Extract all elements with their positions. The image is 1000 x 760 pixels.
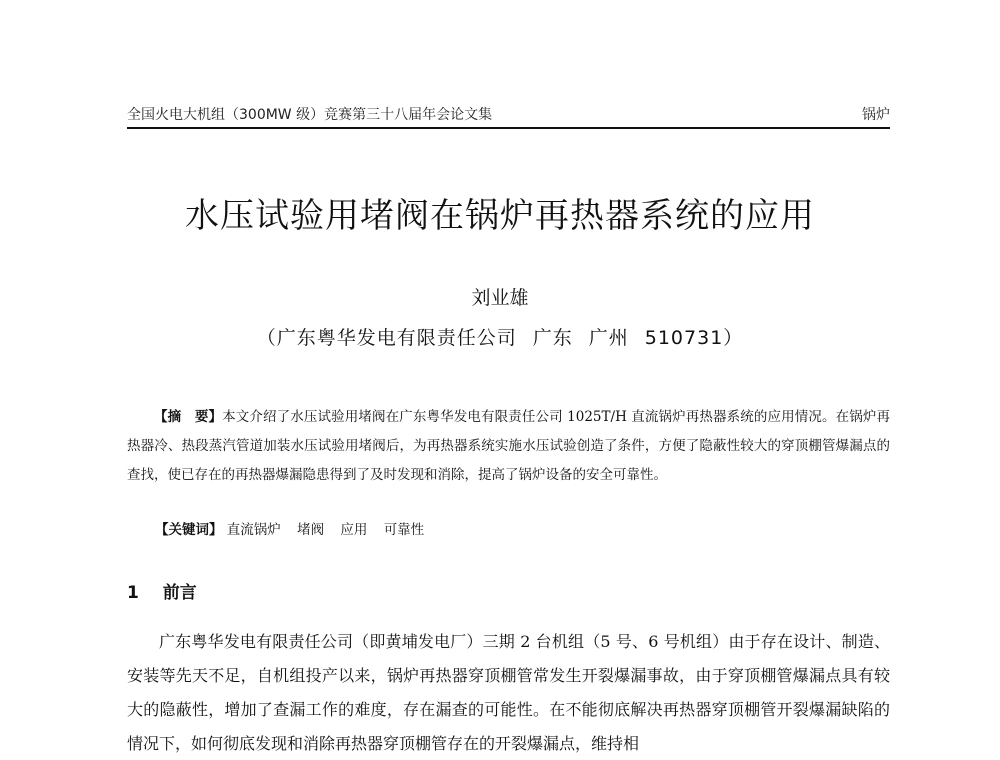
abstract-paragraph — [127, 403, 890, 490]
abstract-label: 【摘 要】 — [154, 409, 223, 425]
affiliation-company: 广东粤华发电有限责任公司 — [276, 327, 517, 349]
keyword-item: 直流锅炉 — [226, 522, 281, 538]
affiliation-close-paren: ） — [723, 327, 744, 349]
section-title: 前言 — [162, 583, 197, 603]
section-number: 1 — [127, 583, 139, 603]
affiliation-province: 广东 — [532, 327, 573, 349]
affiliation-open-paren: （ — [256, 327, 277, 349]
keyword-item: 应用 — [340, 522, 368, 538]
section-heading — [127, 578, 197, 603]
abstract-text: 本文介绍了水压试验用堵阀在广东粤华发电有限责任公司 1025T/H 直流锅炉再热器系统的应用情况。在锅炉再热器冷、热段蒸汽管道加装水压试验用堵阀后，为再热器系统实施水压试验创造了条件，方便了隐蔽性较大的穿顶棚管爆漏点的查找，使已存在的再热器爆漏隐患得到了及时发现和消除，提高了锅炉设备的安全可靠性。 — [127, 409, 890, 483]
author-affiliation — [0, 323, 1000, 350]
header-category: 锅炉 — [862, 107, 890, 123]
keywords-label: 【关键词】 — [155, 522, 223, 538]
section-paragraph: 广东粤华发电有限责任公司（即黄埔发电厂）三期 2 台机组（5 号、6 号机组）由于存在设计、制造、安装等先天不足，自机组投产以来，锅炉再热器穿顶棚管常发生开裂爆漏事故，由于穿顶棚管爆漏点具有较大的隐蔽性，增加了查漏工作的难度，存在漏查的可能性。在不能彻底解决再热器穿顶棚管开裂爆漏缺陷的情况下，如何彻底发现和消除再热器穿顶棚管存在的开裂爆漏点，维持相 — [127, 632, 890, 753]
keyword-item: 可靠性 — [383, 522, 425, 538]
running-header — [127, 104, 890, 128]
author-name: 刘业雄 — [471, 287, 529, 309]
header-rule — [127, 127, 890, 129]
paper-title: 水压试验用堵阀在锅炉再热器系统的应用 — [185, 196, 815, 236]
affiliation-city: 广州 — [588, 327, 629, 349]
affiliation-postcode: 510731 — [644, 327, 724, 349]
abstract — [127, 403, 890, 490]
header-proceedings-title: 全国火电大机组（300MW 级）竞赛第三十八届年会论文集 — [127, 107, 493, 123]
keyword-item: 堵阀 — [297, 522, 325, 538]
keywords — [155, 518, 436, 538]
